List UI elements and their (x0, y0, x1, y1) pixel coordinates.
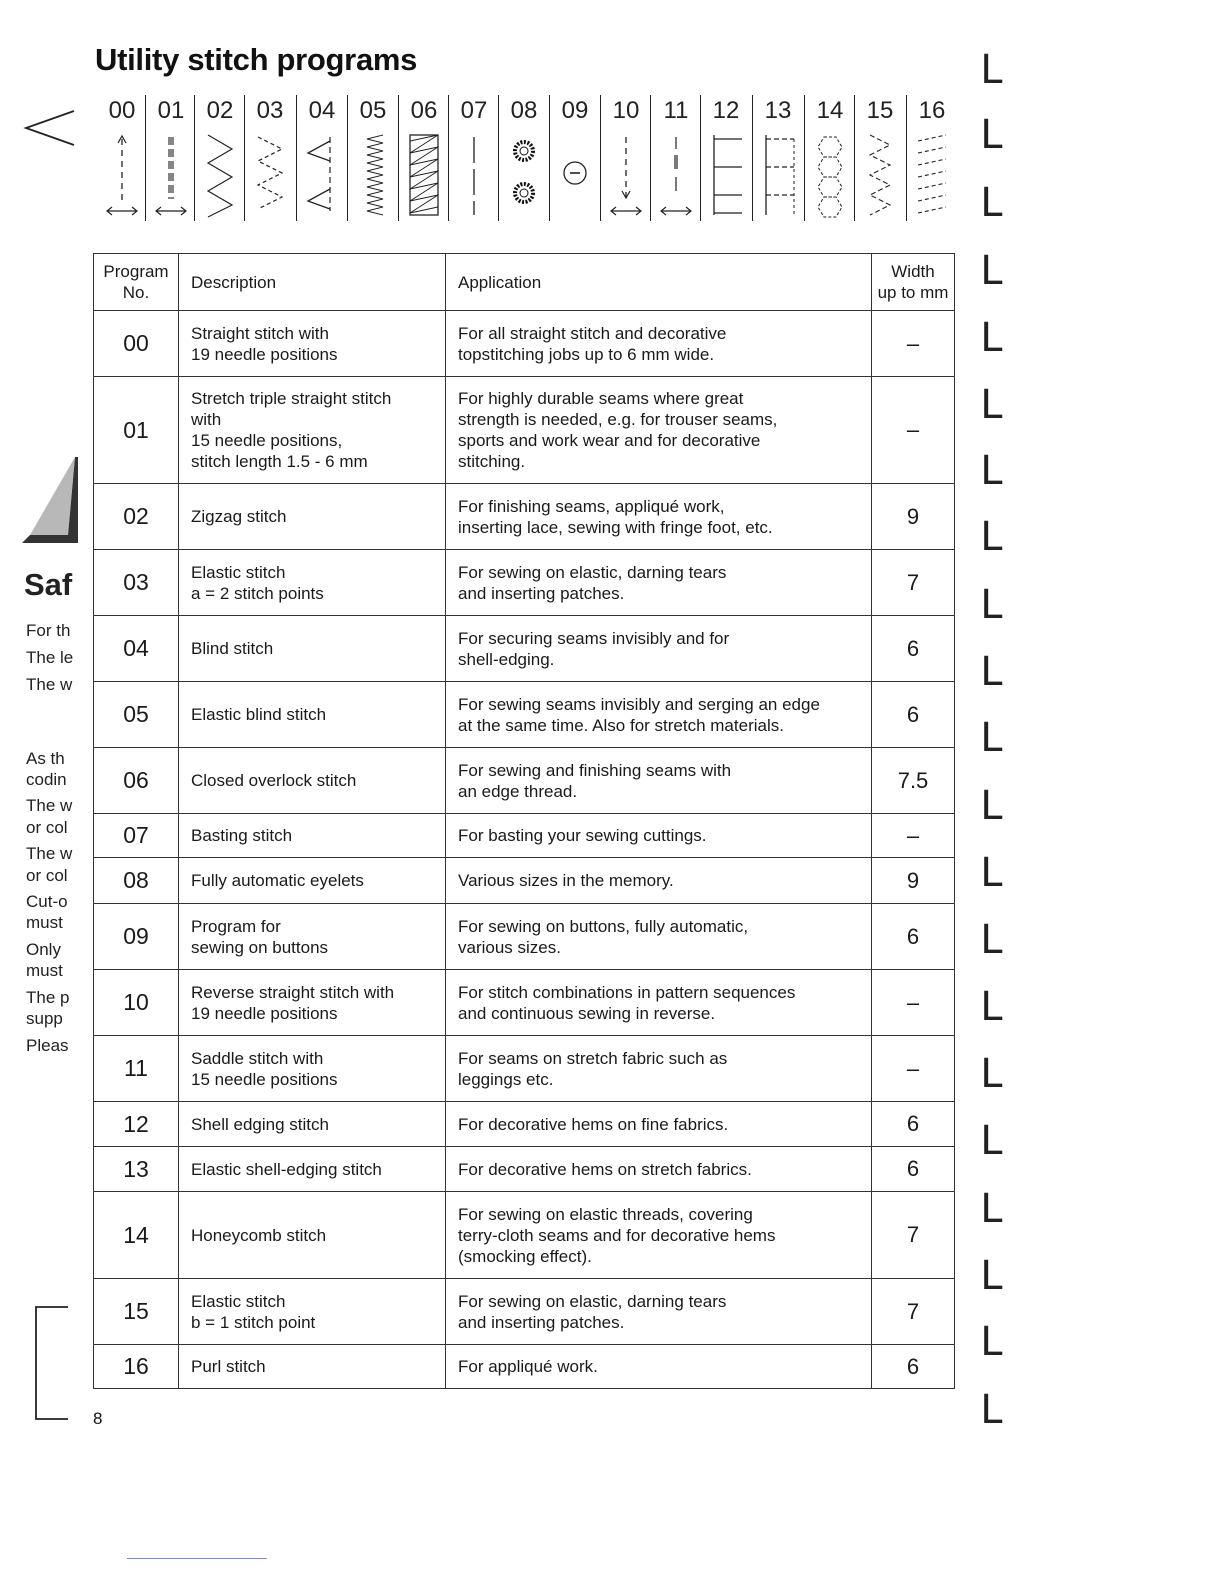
cut-off-heading: Saf (24, 567, 73, 602)
cut-off-text-line: supp (26, 1009, 63, 1028)
stitch-program-08 (498, 95, 549, 221)
closed-overlock-stitch-icon (399, 131, 449, 219)
cut-off-text-line: The w (26, 844, 73, 863)
description-cell: Elastic stitch a = 2 stitch points (179, 550, 446, 616)
program-number-cell: 00 (94, 311, 179, 377)
zigzag-stitch-icon (195, 131, 245, 219)
program-number-cell: 02 (94, 484, 179, 550)
width-cell: 7 (872, 1279, 955, 1345)
table-row (94, 311, 955, 377)
width-cell: – (872, 1036, 955, 1102)
width-cell: 6 (872, 682, 955, 748)
margin-mark: L (980, 1387, 1005, 1433)
description-cell: Saddle stitch with 15 needle positions (179, 1036, 446, 1102)
honeycomb-stitch-icon (805, 131, 855, 219)
straight-stitch-icon (97, 131, 147, 219)
application-cell: For sewing on elastic threads, covering terry-cloth seams and for decorative hems (smocking effect). (446, 1192, 872, 1279)
stitch-program-number: 01 (157, 97, 185, 124)
table-row (94, 1345, 955, 1389)
program-number-cell: 13 (94, 1147, 179, 1192)
table-row (94, 377, 955, 484)
program-number-cell: 05 (94, 682, 179, 748)
width-cell: – (872, 311, 955, 377)
stitch-program-number: 06 (410, 97, 438, 124)
stitch-program-12 (700, 95, 751, 221)
width-cell: 7 (872, 1192, 955, 1279)
application-cell: For decorative hems on fine fabrics. (446, 1102, 872, 1147)
stitch-program-06 (398, 95, 449, 221)
table-header-row (94, 254, 955, 311)
elastic-stitch-b-icon (855, 131, 905, 219)
stitch-program-number: 09 (561, 97, 589, 124)
header-program-no: Program No. (94, 254, 179, 311)
cut-off-text-line: or col (26, 818, 68, 837)
table-row (94, 616, 955, 682)
application-cell: For stitch combinations in pattern sequences and continuous sewing in reverse. (446, 970, 872, 1036)
table-row (94, 814, 955, 858)
application-cell: For all straight stitch and decorative topstitching jobs up to 6 mm wide. (446, 311, 872, 377)
width-cell: – (872, 814, 955, 858)
stitch-program-15 (854, 95, 905, 221)
cut-off-text-line: The p (26, 988, 70, 1007)
cut-off-graphic-icon (20, 455, 80, 545)
margin-mark: L (980, 850, 1005, 896)
width-cell: 6 (872, 1102, 955, 1147)
stitch-program-13 (752, 95, 803, 221)
button-sewing-icon (550, 131, 600, 219)
application-cell: For sewing on elastic, darning tears and inserting patches. (446, 1279, 872, 1345)
shell-edging-stitch-icon (701, 131, 751, 219)
stitch-program-02 (194, 95, 245, 221)
stitch-program-number: 13 (764, 97, 792, 124)
program-number-cell: 03 (94, 550, 179, 616)
margin-mark: L (980, 514, 1005, 560)
cut-off-text-line: or col (26, 866, 68, 885)
program-number-cell: 08 (94, 858, 179, 904)
margin-mark: L (980, 1319, 1005, 1365)
stitch-program-14 (804, 95, 855, 221)
cut-off-text-line: As th (26, 749, 65, 768)
width-cell: – (872, 970, 955, 1036)
cut-off-text-line: Pleas (26, 1036, 69, 1055)
application-cell: For securing seams invisibly and for shell-edging. (446, 616, 872, 682)
description-cell: Purl stitch (179, 1345, 446, 1389)
width-cell: 6 (872, 904, 955, 970)
table-row (94, 682, 955, 748)
page-title: Utility stitch programs (95, 42, 418, 77)
description-cell: Shell edging stitch (179, 1102, 446, 1147)
width-cell: – (872, 377, 955, 484)
margin-mark: L (980, 112, 1005, 158)
stitch-program-strip (97, 95, 957, 225)
application-cell: For finishing seams, appliqué work, inserting lace, sewing with fringe foot, etc. (446, 484, 872, 550)
margin-mark: L (980, 448, 1005, 494)
table-row (94, 1147, 955, 1192)
width-cell: 6 (872, 616, 955, 682)
table-row (94, 484, 955, 550)
description-cell: Zigzag stitch (179, 484, 446, 550)
elastic-blind-stitch-icon (348, 131, 398, 219)
header-application: Application (446, 254, 872, 311)
table-row (94, 904, 955, 970)
header-width: Width up to mm (872, 254, 955, 311)
table-row (94, 1036, 955, 1102)
basting-stitch-icon (449, 131, 499, 219)
stitch-program-16 (906, 95, 957, 221)
stitch-program-number: 03 (256, 97, 284, 124)
stitch-program-number: 05 (359, 97, 387, 124)
program-number-cell: 11 (94, 1036, 179, 1102)
margin-mark: L (980, 783, 1005, 829)
description-cell: Closed overlock stitch (179, 748, 446, 814)
cut-off-text-line: The w (26, 675, 73, 694)
program-number-cell: 06 (94, 748, 179, 814)
table-row (94, 748, 955, 814)
table-row (94, 1279, 955, 1345)
margin-mark: L (980, 917, 1005, 963)
program-number-cell: 09 (94, 904, 179, 970)
width-cell: 6 (872, 1147, 955, 1192)
margin-mark: L (980, 1186, 1005, 1232)
width-cell: 7.5 (872, 748, 955, 814)
stitch-program-03 (244, 95, 295, 221)
program-number-cell: 10 (94, 970, 179, 1036)
application-cell: For highly durable seams where great strength is needed, e.g. for trouser seams, sports and work wear and for decorative stitching. (446, 377, 872, 484)
margin-mark: L (980, 248, 1005, 294)
margin-mark: L (980, 180, 1005, 226)
table-row (94, 550, 955, 616)
description-cell: Fully automatic eyelets (179, 858, 446, 904)
saddle-stitch-icon (651, 131, 701, 219)
stitch-program-number: 07 (460, 97, 488, 124)
program-number-cell: 12 (94, 1102, 179, 1147)
stitch-program-11 (650, 95, 701, 221)
application-cell: Various sizes in the memory. (446, 858, 872, 904)
purl-stitch-icon (907, 131, 957, 219)
triple-straight-stitch-icon (146, 131, 196, 219)
description-cell: Elastic shell-edging stitch (179, 1147, 446, 1192)
page-number: 8 (93, 1409, 103, 1428)
description-cell: Elastic stitch b = 1 stitch point (179, 1279, 446, 1345)
margin-mark: L (980, 984, 1005, 1030)
description-cell: Basting stitch (179, 814, 446, 858)
margin-mark: L (980, 47, 1005, 93)
stitch-program-00 (97, 95, 147, 221)
corner-bracket-icon (30, 1305, 70, 1425)
program-number-cell: 01 (94, 377, 179, 484)
width-cell: 7 (872, 550, 955, 616)
stitch-program-number: 02 (206, 97, 234, 124)
description-cell: Blind stitch (179, 616, 446, 682)
application-cell: For seams on stretch fabric such as leggings etc. (446, 1036, 872, 1102)
stitch-program-number: 00 (108, 97, 136, 124)
application-cell: For sewing seams invisibly and serging an edge at the same time. Also for stretch materials. (446, 682, 872, 748)
bottom-rule (127, 1558, 267, 1559)
elastic-shell-edging-stitch-icon (753, 131, 803, 219)
application-cell: For basting your sewing cuttings. (446, 814, 872, 858)
utility-stitch-table (93, 253, 955, 1389)
program-number-cell: 04 (94, 616, 179, 682)
margin-mark: L (980, 315, 1005, 361)
blind-stitch-icon (297, 131, 347, 219)
reverse-straight-stitch-icon (601, 131, 651, 219)
stitch-program-number: 16 (918, 97, 946, 124)
width-cell: 9 (872, 858, 955, 904)
cut-off-text-line: codin (26, 770, 67, 789)
stitch-program-07 (448, 95, 499, 221)
program-number-cell: 16 (94, 1345, 179, 1389)
width-cell: 9 (872, 484, 955, 550)
application-cell: For decorative hems on stretch fabrics. (446, 1147, 872, 1192)
application-cell: For sewing on elastic, darning tears and inserting patches. (446, 550, 872, 616)
table-row (94, 1192, 955, 1279)
stitch-program-01 (145, 95, 196, 221)
stitch-program-number: 12 (712, 97, 740, 124)
cut-off-text-line: For th (26, 621, 71, 640)
description-cell: Honeycomb stitch (179, 1192, 446, 1279)
stitch-program-number: 08 (510, 97, 538, 124)
stitch-program-05 (347, 95, 398, 221)
description-cell: Program for sewing on buttons (179, 904, 446, 970)
margin-mark: L (980, 715, 1005, 761)
cut-off-text-line: must (26, 961, 63, 980)
cut-off-text-line: The w (26, 796, 73, 815)
table-row (94, 858, 955, 904)
stitch-program-04 (296, 95, 347, 221)
stitch-program-number: 15 (866, 97, 894, 124)
table-row (94, 1102, 955, 1147)
stitch-program-number: 04 (308, 97, 336, 124)
header-description: Description (179, 254, 446, 311)
program-number-cell: 07 (94, 814, 179, 858)
eyelet-icon (499, 131, 549, 219)
table-row (94, 970, 955, 1036)
program-number-cell: 14 (94, 1192, 179, 1279)
cut-off-text-line: Cut-o (26, 892, 68, 911)
stitch-program-number: 14 (816, 97, 844, 124)
margin-mark: L (980, 582, 1005, 628)
width-cell: 6 (872, 1345, 955, 1389)
elastic-stitch-icon (245, 131, 295, 219)
stitch-program-number: 10 (612, 97, 640, 124)
cut-off-text-line: Only (26, 940, 61, 959)
margin-mark: L (980, 1253, 1005, 1299)
cut-off-text-line: The le (26, 648, 74, 667)
stitch-program-09 (549, 95, 600, 221)
cut-off-text-line: must (26, 913, 63, 932)
program-number-cell: 15 (94, 1279, 179, 1345)
margin-mark: L (980, 1118, 1005, 1164)
description-cell: Stretch triple straight stitch with 15 needle positions, stitch length 1.5 - 6 mm (179, 377, 446, 484)
stitch-program-10 (600, 95, 651, 221)
application-cell: For sewing and finishing seams with an edge thread. (446, 748, 872, 814)
application-cell: For appliqué work. (446, 1345, 872, 1389)
stitch-program-number: 11 (663, 97, 689, 124)
description-cell: Reverse straight stitch with 19 needle positions (179, 970, 446, 1036)
description-cell: Elastic blind stitch (179, 682, 446, 748)
application-cell: For sewing on buttons, fully automatic, various sizes. (446, 904, 872, 970)
chevron-left-icon (20, 105, 80, 155)
margin-mark: L (980, 1051, 1005, 1097)
margin-mark: L (980, 649, 1005, 695)
margin-mark: L (980, 382, 1005, 428)
description-cell: Straight stitch with 19 needle positions (179, 311, 446, 377)
